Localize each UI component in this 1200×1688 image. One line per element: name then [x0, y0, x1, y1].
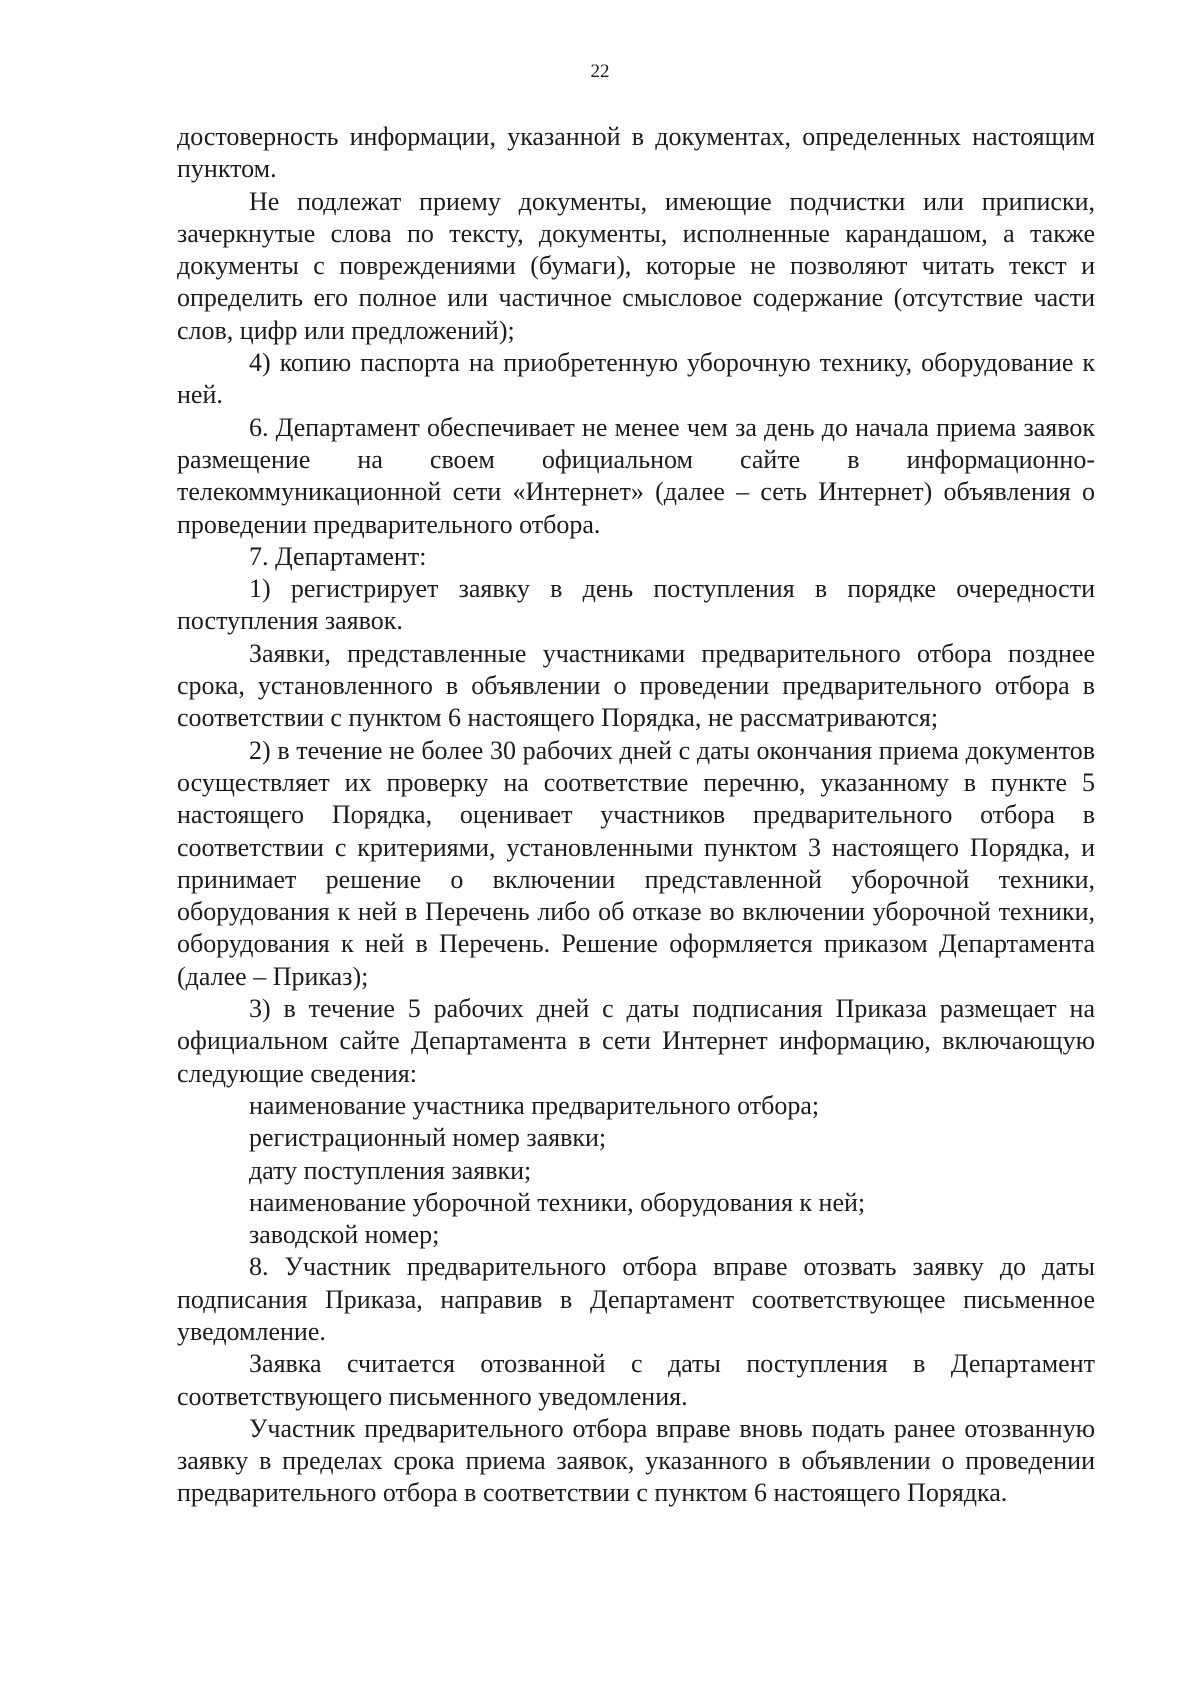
paragraph-section-8: 8. Участник предварительного отбора вправе отозвать заявку до даты подписания Приказа, направив в Департамент соответствующее письменное уведомление.: [177, 1252, 1095, 1346]
paragraph-item-3-publication: 3) в течение 5 рабочих дней с даты подписания Приказа размещает на официальном сайте Департамента в сети Интернет информацию, включающую следующие сведения:: [177, 994, 1095, 1088]
document-body: [177, 121, 1095, 1510]
paragraph-section-6: 6. Департамент обеспечивает не менее чем за день до начала приема заявок размещение на своем официальном сайте в информационно-телекоммуникационной сети «Интернет» (далее – сеть Интернет) объявления о проведении предварительного отбора.: [177, 412, 1095, 539]
list-line-registration-number: регистрационный номер заявки;: [249, 1123, 607, 1153]
paragraph-late-applications: Заявки, представленные участниками предварительного отбора позднее срока, установленного в объявлении о проведении предварительного отбора в соответствии с пунктом 6 настоящего Порядка, не рассматриваются;: [177, 638, 1095, 733]
paragraph-item-4-passport-copy: 4) копию паспорта на приобретенную уборочную технику, оборудование к ней.: [177, 348, 1095, 410]
paragraph-section-7-heading: 7. Департамент:: [249, 541, 427, 571]
paragraph-item-2-review: 2) в течение не более 30 рабочих дней с даты окончания приема документов осуществляет их проверку на соответствие перечню, указанному в пункте 5 настоящего Порядка, оценивает участников предварительного отбора в соответствии с критериями, установленными пунктом 3 настоящего Порядка, и принимает решение о включении представленной уборочной техники, оборудования к ней в Перечень либо об отказе во включении уборочной техники, оборудования к ней в Перечень. Решение оформляется приказом Департамента (далее – Приказ);: [177, 735, 1095, 991]
paragraph-withdrawal-date: Заявка считается отозванной с даты поступления в Департамент соответствующего письменного уведомления.: [177, 1349, 1095, 1411]
page-number: 22: [590, 61, 610, 82]
list-line-equipment-name: наименование уборочной техники, оборудования к ней;: [249, 1187, 866, 1217]
paragraph-documents-not-accepted: Не подлежат приему документы, имеющие подчистки или приписки, зачеркнутые слова по тексту, документы, исполненные карандашом, а также документы с повреждениями (бумаги), которые не позволяют читать текст и определить его полное или частичное смысловое содержание (отсутствие части слов, цифр или предложений);: [177, 186, 1095, 345]
list-line-receipt-date: дату поступления заявки;: [249, 1155, 532, 1185]
paragraph-document-reliability: достоверность информации, указанной в документах, определенных настоящим пунктом.: [177, 122, 1095, 184]
list-line-serial-number: заводской номер;: [249, 1220, 440, 1250]
paragraph-resubmission: Участник предварительного отбора вправе вновь подать ранее отозванную заявку в пределах срока приема заявок, указанного в объявлении о проведении предварительного отбора в соответствии с пунктом 6 настоящего Порядка.: [177, 1413, 1095, 1508]
paragraph-item-1-registration: 1) регистрирует заявку в день поступления в порядке очередности поступления заявок.: [177, 574, 1095, 636]
list-line-participant-name: наименование участника предварительного отбора;: [249, 1090, 820, 1120]
